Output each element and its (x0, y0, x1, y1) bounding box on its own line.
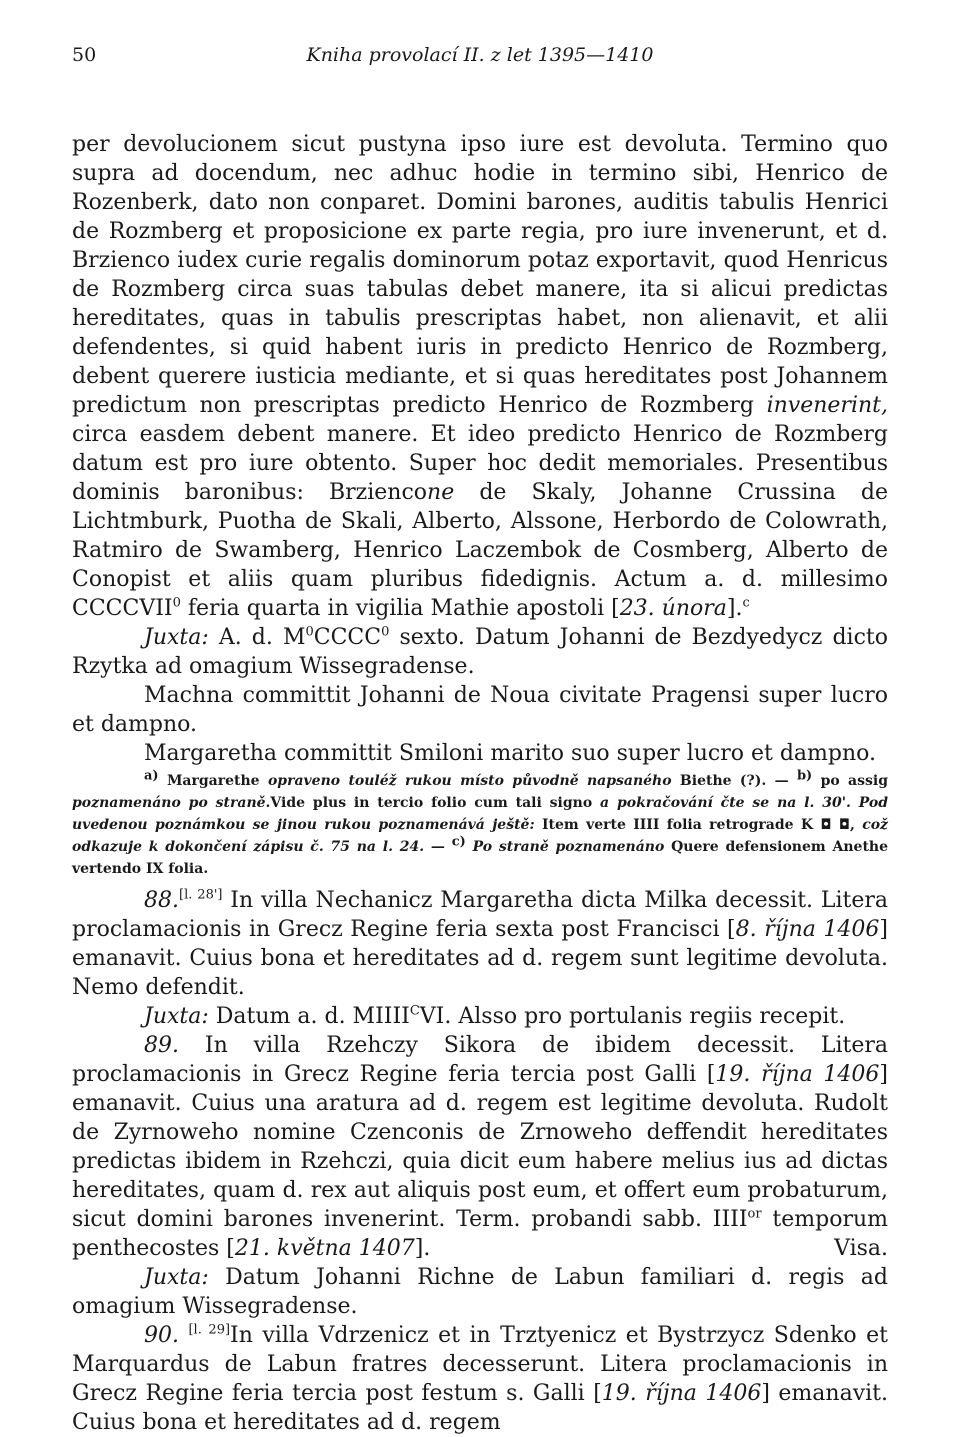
footnote-block: $^{a)}$ Margarethe opraveno touléž rukou místo původně napsaného Biethe (?). — $^{b)}$ po assig poznamenáno po straně.Vide plus in tercio folio cum tali signo a pokračování čte se na l. 30'. Pod uvedenou poznámkou se jinou rukou poznamenává ještě: Item verte IIII folia retrograde K ◘ ◘, což odkazuje k dokončení zápisu č. 75 na l. 24. — $^{c)}$ Po straně poznamenáno Quere defensionem Anethe vertendo IX folia. (72, 768, 889, 877)
committit-line-1: Machna committit Johanni de Noua civitate Pragensi super lucro et dampno. (72, 683, 888, 737)
entry-88: 88.[l. 28'] In villa Nechanicz Margaretha dicta Milka decessit. Litera proclamacionis in Grecz Regine feria sexta post Francisci [8. října 1406] emanavit. Cuius bona et hereditates ad d. regem sunt legitime devoluta. Nemo defendit. (72, 887, 888, 1000)
entry-88-juxta: Juxta: Datum a. d. $MIIII^CVI$. Alsso pro portulanis regiis recepit. (144, 1003, 846, 1029)
page-header (72, 44, 888, 80)
entry-89-juxta: Juxta: Datum Johanni Richne de Labun familiari d. regis ad omagium Wissegradense. (72, 1265, 888, 1319)
committit-line-2: Margaretha committit Smiloni marito suo super lucro et dampno. (144, 741, 877, 766)
page-number: 50 (72, 44, 97, 66)
juxta-paragraph-1: Juxta: A. d. $M^0CCCC^0$ sexto. Datum Johanni de Bezdyedycz dicto Rzytka ad omagium Wissegradense. (72, 624, 888, 679)
intro-paragraph: per devolucionem sicut pustyna ipso iure est devoluta. Termino quo supra ad docendum, nec adhuc hodie in termino sibi, Henrico de Rozenberk, dato non conparet. Domini barones, auditis tabulis Henrici de Rozmberg et proposicione ex parte regia, pro iure invenerunt, et d. Brzienco iudex curie regalis dominorum potaz exportavit, quod Henricus de Rozmberg circa suas tabulas debet manere, ita si alicui predictas hereditates, quas in tabulis prescriptas habet, non alienavit, et alii defendentes, si quid habent iuris in predicto Henrico de Rozmberg, debent querere iusticia mediante, et si quas hereditates post Johannem predictum non prescriptas predicto Henrico de Rozmberg invenerint, circa easdem debent manere. Et ideo predicto Henrico de Rozmberg datum est pro iure obtento. Super hoc dedit memoriales. Presentibus dominis baronibus: Brziencone de Skaly, Johanne Crussina de Lichtmburk, Puotha de Skali, Alberto, Alssone, Herbordo de Colowrath, Ratmiro de Swamberg, Henrico Laczembok de Cosmberg, Alberto de Conopist et aliis quam pluribus fidedignis. Actum a. d. millesimo CCCCVII$^0$ feria quarta in vigilia Mathie apostoli [23. února].$^c$ (72, 132, 888, 621)
running-title: Kniha provolací II. z let 1395—1410 (306, 44, 654, 66)
document-page (72, 44, 888, 1437)
visa-mark: Visa. (834, 1236, 888, 1261)
entry-90: 90. [l. 29]In villa Vdrzenicz et in Trztyenicz et Bystrzycz Sdenko et Marquardus de Labun fratres decesserunt. Litera proclamacionis in Grecz Regine feria tercia post festum s. Galli [19. října 1406] emanavit. Cuius bona et hereditates ad d. regem (72, 1322, 888, 1435)
footnotes (72, 770, 888, 880)
page-body (72, 130, 888, 1437)
entry-89: 89. In villa Rzehczy Sikora de ibidem decessit. Litera proclamacionis in Grecz Regine feria tercia post Galli [19. října 1406] emanavit. Cuius una aratura ad d. regem est legitime devoluta. Rudolt de Zyrnoweho nomine Czenconis de Zrnoweho deffendit hereditates predictas ibidem in Rzehczi, quia dicit eum habere melius ius ad dictas hereditates, quam d. rex aut aliquis post eum, et offert eum probaturum, sicut domini barones invenerint. Term. probandi sabb. $IIII^{or}$ temporum penthecostes [21. května 1407]. Visa. (72, 1033, 888, 1261)
